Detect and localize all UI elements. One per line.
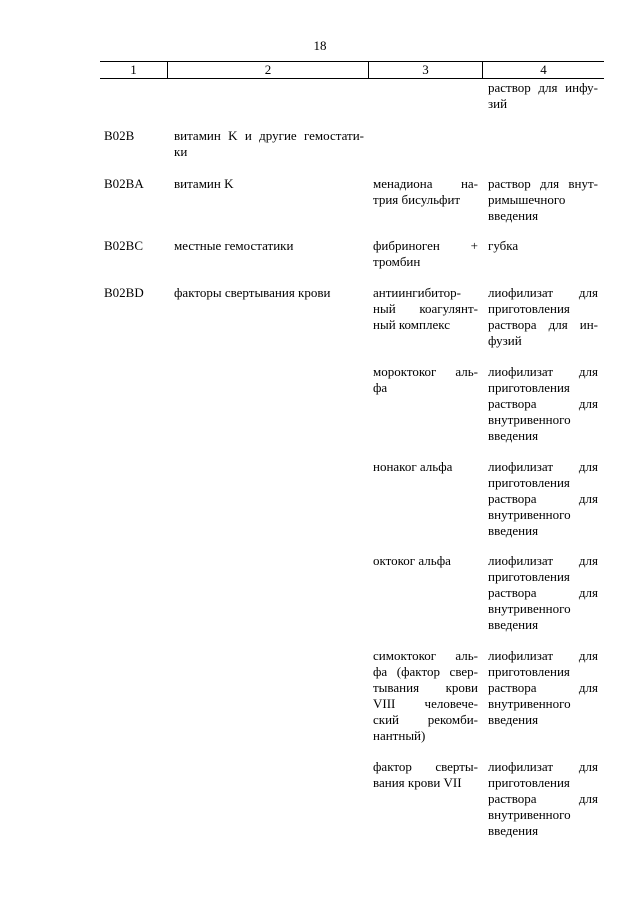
dosage-form: лиофилизат для приготовления раствора для внутривенного введения (488, 759, 598, 838)
drug-name: фактор сверты- вания крови VII (373, 759, 478, 790)
dosage-form: раствор для внут- римышечного введения (488, 176, 598, 223)
page-number: 18 (313, 38, 327, 53)
table-header (100, 61, 604, 79)
group-name: витамин K (174, 176, 234, 191)
dosage-form: лиофилизат для приготовления раствора для внутривенного введения (488, 364, 598, 443)
drug-name: антиингибитор- ный коагулянт- ный комплекс (373, 285, 478, 332)
header-col-4: 4 (540, 62, 547, 77)
header-col-3: 3 (422, 62, 429, 77)
dosage-form: лиофилизат для приготовления раствора для внутривенного введения (488, 553, 598, 632)
dosage-form: лиофилизат для приготовления раствора для ин- фузий (488, 285, 598, 348)
drug-name: нонаког альфа (373, 459, 453, 474)
header-col-1: 1 (130, 62, 137, 77)
drug-name: менадиона на- трия бисульфит (373, 176, 478, 207)
drug-name: фибриноген + тромбин (373, 238, 478, 269)
continuation-dosage-form: раствор для инфу- зий (488, 80, 598, 111)
drug-name: октоког альфа (373, 553, 451, 568)
atc-code: B02BA (104, 176, 144, 191)
group-name: местные гемостатики (174, 238, 294, 253)
atc-code: B02BC (104, 238, 144, 253)
drug-name: мороктоког аль- фа (373, 364, 478, 395)
drug-name: симоктоког аль- фа (фактор свер- тывания крови VIII человече- ский рекомби- нантный) (373, 648, 478, 743)
dosage-form: губка (488, 238, 519, 253)
header-col-2: 2 (264, 62, 272, 77)
atc-code: B02BD (104, 285, 144, 300)
group-name: факторы свертывания крови (174, 285, 331, 300)
dosage-form: лиофилизат для приготовления раствора для внутривенного введения (488, 459, 598, 538)
atc-code: B02B (104, 128, 135, 143)
dosage-form: лиофилизат для приготовления раствора для внутривенного введения (488, 648, 598, 727)
group-name: витамин K и другие гемостати- ки (174, 128, 364, 159)
